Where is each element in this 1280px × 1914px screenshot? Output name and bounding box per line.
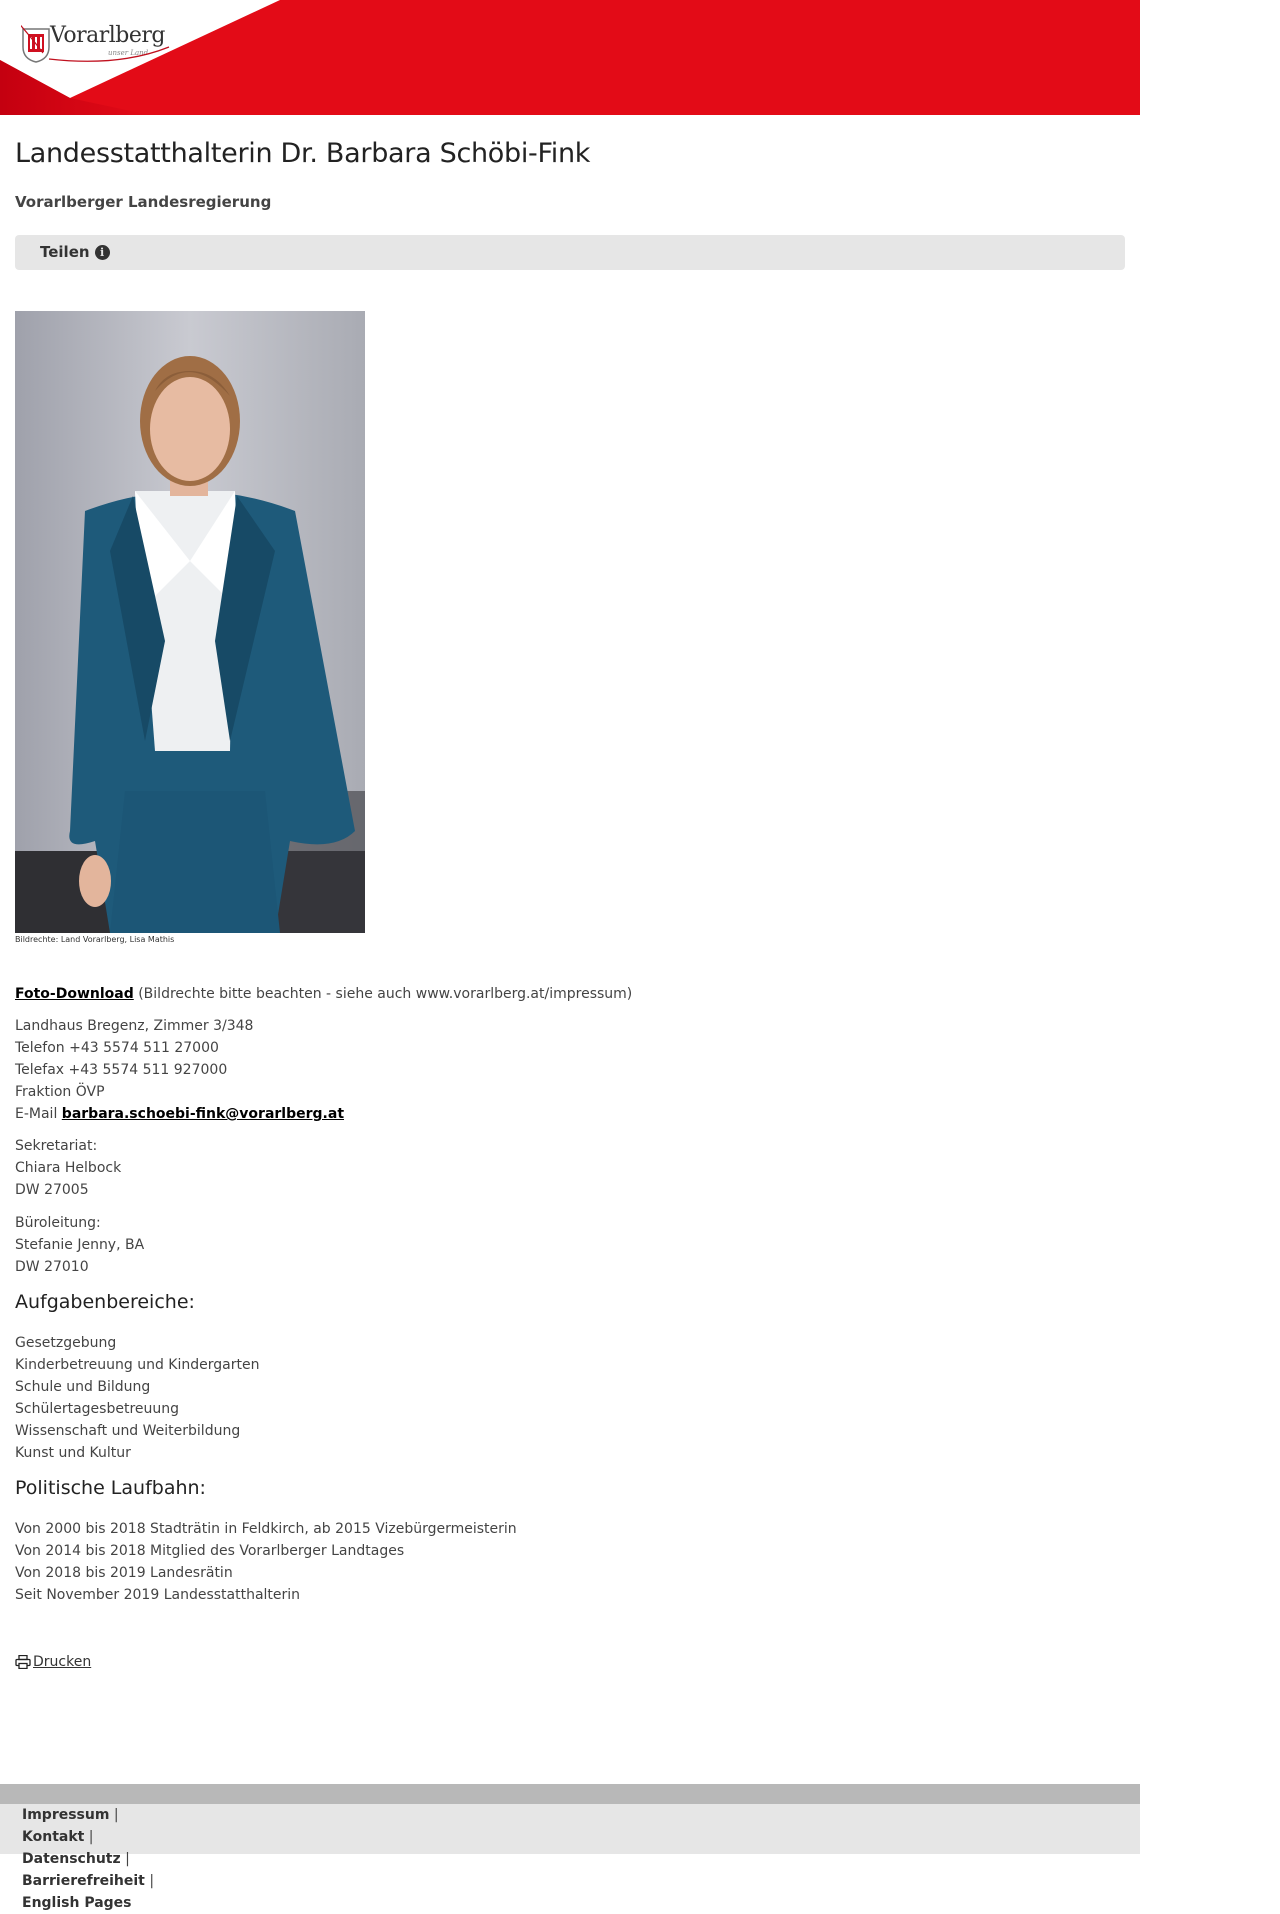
- faction: Fraktion ÖVP: [15, 1084, 105, 1100]
- responsibilities-list: [15, 1332, 259, 1464]
- office-management-block: [15, 1212, 144, 1278]
- list-item: Von 2014 bis 2018 Mitglied des Vorarlberger Landtages: [15, 1543, 405, 1559]
- fax-number: Telefax +43 5574 511 927000: [15, 1062, 228, 1078]
- info-circle-icon: i: [95, 245, 110, 260]
- page-subtitle: Vorarlberger Landesregierung: [15, 193, 272, 211]
- secretariat-extension: DW 27005: [15, 1182, 89, 1198]
- footer-link-barrierefreiheit[interactable]: Barrierefreiheit: [22, 1873, 145, 1889]
- footer-links: [22, 1804, 154, 1914]
- office-management-name: Stefanie Jenny, BA: [15, 1237, 145, 1253]
- site-header: [0, 0, 1140, 115]
- career-heading: Politische Laufbahn:: [15, 1477, 206, 1499]
- list-item: Schule und Bildung: [15, 1379, 151, 1395]
- office-management-extension: DW 27010: [15, 1259, 89, 1275]
- list-item: Kinderbetreuung und Kindergarten: [15, 1357, 260, 1373]
- office-management-label: Büroleitung:: [15, 1215, 101, 1231]
- photo-rights-note: (Bildrechte bitte beachten - siehe auch www.vorarlberg.at/impressum): [138, 986, 633, 1002]
- list-item: Kunst und Kultur: [15, 1445, 131, 1461]
- vorarlberg-logo[interactable]: [9, 9, 179, 64]
- footer-top-bar: [0, 1784, 1140, 1804]
- list-item: Wissenschaft und Weiterbildung: [15, 1423, 241, 1439]
- list-item: Seit November 2019 Landesstatthalterin: [15, 1587, 301, 1603]
- footer-link-impressum[interactable]: Impressum: [22, 1807, 110, 1823]
- email-prefix: E-Mail: [15, 1106, 58, 1122]
- office-address: Landhaus Bregenz, Zimmer 3/348: [15, 1018, 254, 1034]
- email-line: [15, 1103, 344, 1125]
- share-button[interactable]: [40, 243, 110, 261]
- footer-separator: |: [149, 1873, 155, 1889]
- site-footer: [0, 1804, 1140, 1854]
- secretariat-name: Chiara Helbock: [15, 1160, 122, 1176]
- career-list: [15, 1518, 517, 1606]
- list-item: Gesetzgebung: [15, 1335, 117, 1351]
- phone-number: Telefon +43 5574 511 27000: [15, 1040, 219, 1056]
- footer-separator: |: [125, 1851, 130, 1867]
- portrait-photo: [15, 311, 365, 933]
- footer-link-datenschutz[interactable]: Datenschutz: [22, 1851, 121, 1867]
- secretariat-label: Sekretariat:: [15, 1138, 98, 1154]
- email-link[interactable]: barbara.schoebi-fink@vorarlberg.at: [61, 1106, 345, 1122]
- list-item: Von 2018 bis 2019 Landesrätin: [15, 1565, 233, 1581]
- photo-download-link[interactable]: Foto-Download: [15, 986, 134, 1002]
- printer-icon: [15, 1655, 31, 1669]
- share-label: Teilen: [40, 243, 90, 261]
- footer-separator: |: [88, 1829, 94, 1845]
- list-item: Schülertagesbetreuung: [15, 1401, 180, 1417]
- print-link[interactable]: [15, 1654, 91, 1670]
- print-label: Drucken: [33, 1654, 92, 1670]
- photo-download-line: [15, 983, 632, 1005]
- logo-tagline: unser Land: [108, 49, 149, 57]
- logo-swoosh-icon: [9, 9, 179, 64]
- page-title: Landesstatthalterin Dr. Barbara Schöbi-Fink: [15, 138, 591, 169]
- logo-name: Vorarlberg: [50, 23, 166, 48]
- list-item: Von 2000 bis 2018 Stadträtin in Feldkirch, ab 2015 Vizebürgermeisterin: [15, 1521, 517, 1537]
- contact-block: [15, 1015, 344, 1125]
- footer-link-english-pages[interactable]: English Pages: [22, 1895, 132, 1911]
- photo-caption: Bildrechte: Land Vorarlberg, Lisa Mathis: [15, 935, 175, 944]
- responsibilities-heading: Aufgabenbereiche:: [15, 1291, 195, 1313]
- footer-link-kontakt[interactable]: Kontakt: [22, 1829, 85, 1845]
- secretariat-block: [15, 1135, 121, 1201]
- share-bar: [15, 235, 1125, 270]
- footer-separator: |: [113, 1807, 119, 1823]
